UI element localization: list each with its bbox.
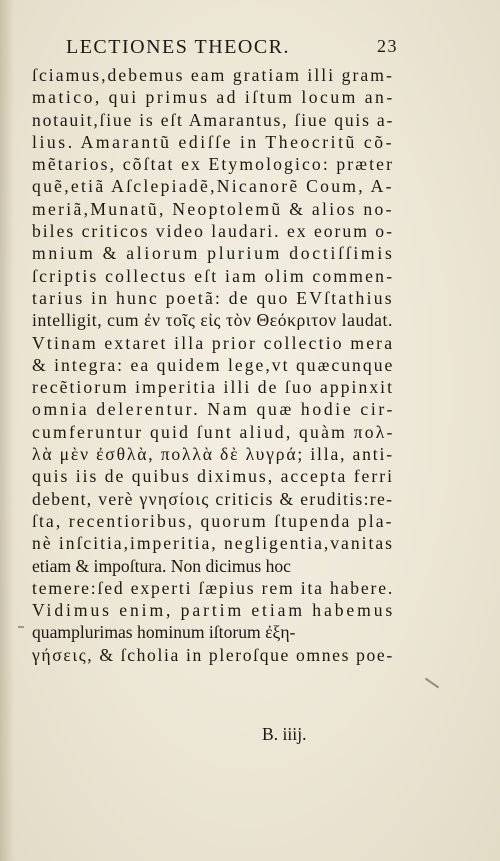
running-head-title: LECTIONES THEOCR. (66, 36, 291, 58)
text-line: notauit,ſiue is eſt Amarantus, ſiue quis a- (32, 109, 395, 130)
text-line: meriã,Munatũ, Neoptolemũ & alios no- (32, 198, 394, 219)
text-line: ſcriptis collectus eſt iam olim commen- (32, 265, 395, 286)
stray-ink-mark (425, 678, 439, 689)
stray-ink-mark (18, 626, 24, 628)
text-line: omnia delerentur. Nam quæ hodie cir- (32, 399, 396, 420)
gutter-shadow (0, 0, 14, 861)
text-line: etiam & impoſtura. Non dicimus hoc (32, 555, 291, 576)
signature-mark: B. iiij. (262, 724, 307, 744)
page-number: 23 (377, 36, 398, 56)
text-line: debent, verè γνησίοις criticis & eruditis:re- (32, 488, 394, 509)
text-line: recẽtiorum imperitia illi de ſuo appinxit (32, 377, 395, 398)
text-line: λὰ μὲν ἐσθλὰ, πολλὰ δὲ λυγρά; illa, anti- (32, 444, 394, 465)
body-text (32, 64, 396, 666)
text-line: Vidimus enim, partim etiam habemus (32, 600, 396, 621)
text-line: quis iis de quibus diximus, accepta ferri (32, 466, 394, 487)
text-line: mnium & aliorum plurium doctiſſimis (32, 243, 395, 264)
text-line: ſta, recentioribus, quorum ſtupenda pla- (32, 510, 394, 531)
text-line: biles criticos video laudari. ex eorum o- (32, 221, 394, 242)
text-line: cumferuntur quid ſunt aliud, quàm πολ- (32, 421, 395, 442)
text-line: nè inſcitia,imperitia, negligentia,vanitas (32, 533, 394, 554)
text-line: γήσεις, & ſcholia in pleroſque omnes poe- (32, 644, 394, 665)
text-line: matico, qui primus ad iſtum locum an- (32, 87, 395, 108)
text-line: temere:ſed experti ſæpius rem ita habere. (32, 577, 395, 598)
running-head (66, 36, 398, 62)
text-line: & integra: ea quidem lege,vt quæcunque (32, 354, 395, 375)
text-line: lius. Amarantũ ediſſe in Theocritũ cõ- (32, 131, 395, 152)
text-line: quẽ,etiã Aſclepiadẽ,Nicanorẽ Coum, A- (32, 176, 394, 197)
text-line: ſciamus,debemus eam gratiam illi gram- (32, 65, 394, 85)
text-line: intelligit, cum ἐν τοῖς εἰς τὸν Θεόκριτον laudat. (32, 310, 393, 331)
text-line: mẽtarios, cõſtat ex Etymologico: præter (32, 154, 395, 175)
text-line: quamplurimas hominum iſtorum ἐξη- (32, 622, 296, 643)
text-line: tarius in hunc poetã: de quo EVſtathius (32, 287, 394, 308)
text-line: Vtinam extaret illa prior collectio mera (32, 332, 395, 353)
